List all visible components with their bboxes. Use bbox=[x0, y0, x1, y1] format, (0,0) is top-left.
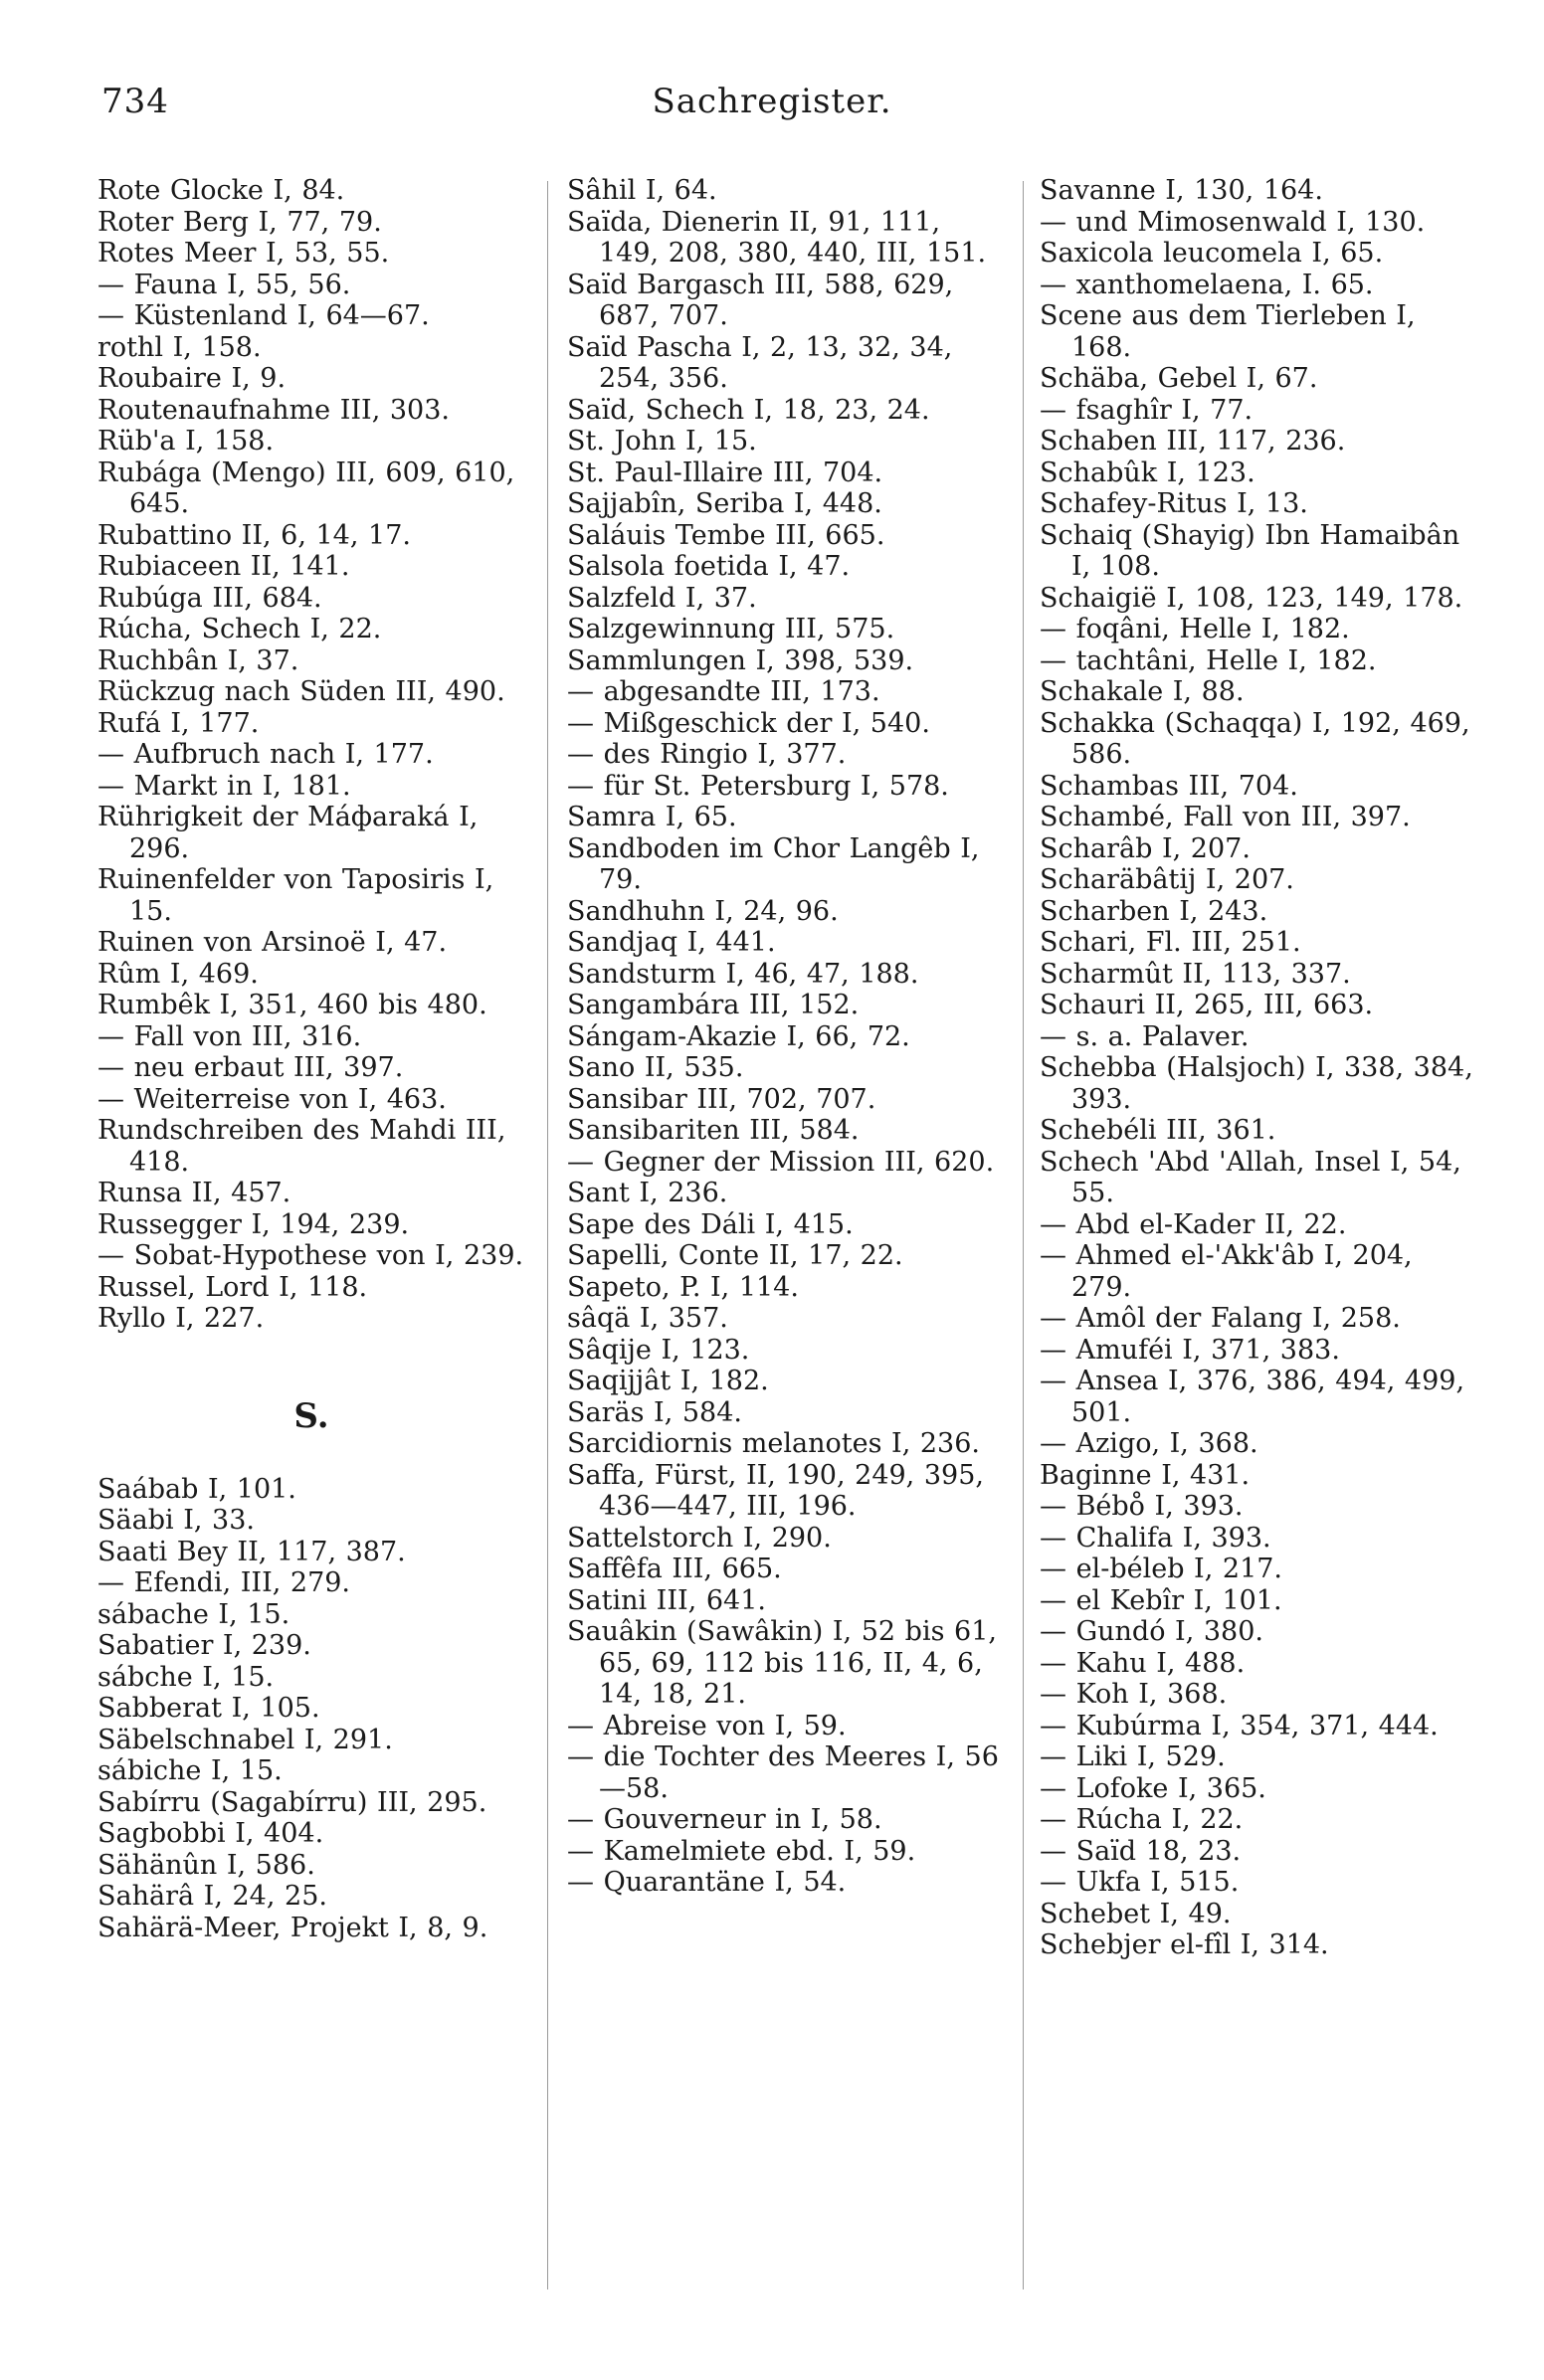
index-entry: Saffêfa III, 665. bbox=[567, 1554, 782, 1584]
index-entry: Rúcha, Schech I, 22. bbox=[97, 614, 382, 644]
index-entry: — Sobat-Hypothese von I, 239. bbox=[97, 1240, 524, 1271]
index-entry: Saïd Bargasch III, 588, 629, 687, 707. bbox=[567, 269, 954, 331]
index-entry: Russegger I, 194, 239. bbox=[97, 1208, 410, 1240]
page-number: 734 bbox=[101, 82, 169, 121]
index-entry: Baginne I, 431. bbox=[1040, 1459, 1251, 1491]
index-entry: Sandhuhn I, 24, 96. bbox=[567, 895, 839, 927]
index-entry: Ryllo I, 227. bbox=[97, 1303, 265, 1334]
index-entry: Schebba (Halsjoch) I, 338, 384, 393. bbox=[1040, 1052, 1473, 1115]
index-entry: Ruinenfelder von Taposiris I, 15. bbox=[97, 864, 494, 927]
index-entry: Salzfeld I, 37. bbox=[567, 582, 757, 614]
page-header bbox=[101, 82, 1443, 131]
index-entry: Sahärä-Meer, Projekt I, 8, 9. bbox=[97, 1912, 488, 1943]
index-entry: Schambé, Fall von III, 397. bbox=[1040, 802, 1411, 832]
index-entry: Rundschreiben des Mahdi III, 418. bbox=[97, 1115, 506, 1178]
running-head-title: Sachregister. bbox=[652, 82, 892, 121]
index-entry: Sâhil I, 64. bbox=[567, 175, 717, 206]
index-entry: — Lofoke I, 365. bbox=[1040, 1772, 1266, 1804]
index-entry: Schakale I, 88. bbox=[1040, 676, 1245, 707]
index-entry: Schauri II, 265, III, 663. bbox=[1040, 990, 1374, 1020]
index-entry: Sammlungen I, 398, 539. bbox=[567, 644, 914, 676]
index-entry: Saïda, Dienerin II, 91, 111, 149, 208, 380, 440, III, 151. bbox=[567, 206, 987, 269]
index-entry: Routenaufnahme III, 303. bbox=[97, 394, 450, 426]
index-entry: Schaigië I, 108, 123, 149, 178. bbox=[1040, 582, 1463, 614]
column-divider bbox=[1023, 181, 1024, 2289]
index-entry: Saïd Pascha I, 2, 13, 32, 34, 254, 356. bbox=[567, 331, 953, 394]
index-entry: Satini III, 641. bbox=[567, 1584, 766, 1616]
index-entry: — Liki I, 529. bbox=[1040, 1741, 1226, 1772]
index-entry: — Bébo̊ I, 393. bbox=[1040, 1491, 1244, 1522]
index-entry: — Ukfa I, 515. bbox=[1040, 1867, 1240, 1898]
index-entry: Russel, Lord I, 118. bbox=[97, 1271, 368, 1303]
index-entry: Rote Glocke I, 84. bbox=[97, 175, 345, 206]
index-entry: Sángam-Akazie I, 66, 72. bbox=[567, 1020, 910, 1052]
index-entry: — Aufbruch nach I, 177. bbox=[97, 739, 434, 770]
index-entry: — Mißgeschick der I, 540. bbox=[567, 707, 930, 739]
index-entry: — abgesandte III, 173. bbox=[567, 676, 880, 707]
index-entry: — die Tochter des Meeres I, 56—58. bbox=[567, 1741, 999, 1804]
index-entry: — Kubúrma I, 354, 371, 444. bbox=[1040, 1710, 1439, 1741]
index-entry: Sapeto, P. I, 114. bbox=[567, 1271, 799, 1303]
index-entry: Schebet I, 49. bbox=[1040, 1898, 1232, 1929]
index-entry: Salsola foetida I, 47. bbox=[567, 551, 851, 582]
index-entry: — tachtâni, Helle I, 182. bbox=[1040, 644, 1377, 676]
index-entry: — el-béleb I, 217. bbox=[1040, 1554, 1283, 1584]
index-entry: — Markt in I, 181. bbox=[97, 770, 351, 802]
index-entry: — Azigo, I, 368. bbox=[1040, 1428, 1258, 1459]
index-entry: Sagbobbi I, 404. bbox=[97, 1818, 324, 1849]
index-entry: Schafey-Ritus I, 13. bbox=[1040, 488, 1308, 519]
index-entry: Rubattino II, 6, 14, 17. bbox=[97, 519, 411, 551]
index-entry: Schech 'Abd 'Allah, Insel I, 54, 55. bbox=[1040, 1146, 1461, 1208]
index-entry: — Quarantäne I, 54. bbox=[567, 1867, 847, 1898]
index-entry: sâqä I, 357. bbox=[567, 1303, 728, 1334]
index-entry: Schebéli III, 361. bbox=[1040, 1115, 1276, 1146]
index-column-2 bbox=[567, 175, 1005, 2353]
index-entry: St. John I, 15. bbox=[567, 426, 757, 457]
index-entry: Schaiq (Shayig) Ibn Hamaibân I, 108. bbox=[1040, 519, 1460, 582]
index-entry: Roubaire I, 9. bbox=[97, 363, 287, 394]
index-entry: sábiche I, 15. bbox=[97, 1755, 283, 1786]
index-entry: — el Kebîr I, 101. bbox=[1040, 1584, 1282, 1616]
index-entry: Scene aus dem Tierleben I, 168. bbox=[1040, 300, 1416, 363]
column-divider bbox=[547, 181, 548, 2289]
index-entry: Schäba, Gebel I, 67. bbox=[1040, 363, 1318, 394]
index-entry: Rubúga III, 684. bbox=[97, 582, 322, 614]
index-entry: Scharmût II, 113, 337. bbox=[1040, 958, 1351, 990]
index-entry: Sano II, 535. bbox=[567, 1052, 744, 1083]
index-entry: Ruchbân I, 37. bbox=[97, 644, 299, 676]
index-entry: — Kahu I, 488. bbox=[1040, 1647, 1246, 1679]
index-entry: Savanne I, 130, 164. bbox=[1040, 175, 1323, 206]
index-entry: Rotes Meer I, 53, 55. bbox=[97, 238, 390, 269]
index-entry: rothl I, 158. bbox=[97, 331, 262, 363]
index-entry: Sabatier I, 239. bbox=[97, 1630, 311, 1661]
index-entry: Ruinen von Arsinoë I, 47. bbox=[97, 927, 448, 958]
index-entry: — Weiterreise von I, 463. bbox=[97, 1083, 447, 1115]
index-entry: Saqijjât I, 182. bbox=[567, 1366, 769, 1396]
index-entry: sábche I, 15. bbox=[97, 1661, 275, 1693]
index-entry: Scharäbâtij I, 207. bbox=[1040, 864, 1294, 895]
index-entry: Sarcidiornis melanotes I, 236. bbox=[567, 1428, 980, 1459]
index-entry: Saábab I, 101. bbox=[97, 1473, 296, 1505]
section-letter-heading: S. bbox=[293, 1395, 329, 1436]
index-column-1 bbox=[97, 175, 525, 2353]
index-entry: — Küstenland I, 64—67. bbox=[97, 300, 430, 331]
index-entry: Säabi I, 33. bbox=[97, 1505, 255, 1536]
index-entry: — Chalifa I, 393. bbox=[1040, 1522, 1271, 1554]
index-entry: Sansibariten III, 584. bbox=[567, 1115, 860, 1146]
index-entry: Sauâkin (Sawâkin) I, 52 bis 61, 65, 69, 112 bis 116, II, 4, 6, 14, 18, 21. bbox=[567, 1616, 997, 1710]
index-entry: — Amôl der Falang I, 258. bbox=[1040, 1303, 1401, 1334]
index-entry: Rührigkeit der Máфaraká I, 296. bbox=[97, 802, 479, 864]
index-entry: Rufá I, 177. bbox=[97, 707, 260, 739]
index-entry: Sansibar III, 702, 707. bbox=[567, 1083, 876, 1115]
index-column-3 bbox=[1040, 175, 1477, 2353]
index-entry: Schebjer el-fîl I, 314. bbox=[1040, 1929, 1329, 1960]
index-entry: — Ansea I, 376, 386, 494, 499, 501. bbox=[1040, 1366, 1465, 1428]
index-entry: Roter Berg I, 77, 79. bbox=[97, 206, 382, 238]
index-entry: — Gegner der Mission III, 620. bbox=[567, 1146, 995, 1178]
index-entry: Schakka (Schaqqa) I, 192, 469, 586. bbox=[1040, 707, 1470, 770]
index-entry: — xanthomelaena, I. 65. bbox=[1040, 269, 1374, 300]
index-entry: Scharâb I, 207. bbox=[1040, 832, 1251, 864]
index-entry: Rumbêk I, 351, 460 bis 480. bbox=[97, 990, 487, 1020]
index-entry: Rückzug nach Süden III, 490. bbox=[97, 676, 505, 707]
index-entry: Rubága (Mengo) III, 609, 610, 645. bbox=[97, 457, 515, 519]
index-entry: Schabûk I, 123. bbox=[1040, 457, 1255, 488]
index-entry: Schaben III, 117, 236. bbox=[1040, 426, 1346, 457]
index-entry: Schari, Fl. III, 251. bbox=[1040, 927, 1301, 958]
index-entry: Sangambára III, 152. bbox=[567, 990, 860, 1020]
index-entry: Salzgewinnung III, 575. bbox=[567, 614, 895, 644]
index-entry: sábache I, 15. bbox=[97, 1598, 290, 1630]
index-entry: — Ahmed el-'Akk'âb I, 204, 279. bbox=[1040, 1240, 1413, 1303]
index-entry: Sabberat I, 105. bbox=[97, 1693, 320, 1724]
index-entry: — des Ringio I, 377. bbox=[567, 739, 847, 770]
index-entry: Sajjabîn, Seriba I, 448. bbox=[567, 488, 882, 519]
index-entry: — s. a. Palaver. bbox=[1040, 1020, 1250, 1052]
index-entry: Saräs I, 584. bbox=[567, 1396, 742, 1428]
index-entry: Sahärâ I, 24, 25. bbox=[97, 1881, 327, 1912]
index-entry: — foqâni, Helle I, 182. bbox=[1040, 614, 1350, 644]
index-entry: Rubiaceen II, 141. bbox=[97, 551, 350, 582]
index-entry: Sandsturm I, 46, 47, 188. bbox=[567, 958, 919, 990]
index-entry: — Rúcha I, 22. bbox=[1040, 1804, 1244, 1835]
index-entry: Saïd, Schech I, 18, 23, 24. bbox=[567, 394, 930, 426]
index-entry: Sattelstorch I, 290. bbox=[567, 1522, 832, 1554]
index-entry: Rüb'a I, 158. bbox=[97, 426, 275, 457]
index-entry: — neu erbaut III, 397. bbox=[97, 1052, 404, 1083]
index-entry: — Gouverneur in I, 58. bbox=[567, 1804, 882, 1835]
index-entry: — und Mimosenwald I, 130. bbox=[1040, 206, 1426, 238]
index-entry: — für St. Petersburg I, 578. bbox=[567, 770, 949, 802]
index-entry: — Amuféi I, 371, 383. bbox=[1040, 1334, 1340, 1366]
index-entry: — Abreise von I, 59. bbox=[567, 1710, 847, 1741]
index-entry: Scharben I, 243. bbox=[1040, 895, 1268, 927]
index-entry: — fsaghîr I, 77. bbox=[1040, 394, 1254, 426]
index-entry: Samra I, 65. bbox=[567, 802, 737, 832]
index-entry: Saxicola leucomela I, 65. bbox=[1040, 238, 1384, 269]
index-entry: — Abd el-Kader II, 22. bbox=[1040, 1208, 1347, 1240]
index-entry: — Fauna I, 55, 56. bbox=[97, 269, 351, 300]
index-entry: Sabírru (Sagabírru) III, 295. bbox=[97, 1786, 487, 1818]
index-entry: Saffa, Fürst, II, 190, 249, 395, 436—447, III, 196. bbox=[567, 1459, 984, 1522]
index-entry: Runsa II, 457. bbox=[97, 1178, 291, 1208]
index-entry: — Gundó I, 380. bbox=[1040, 1616, 1263, 1647]
index-entry: Sâqije I, 123. bbox=[567, 1334, 750, 1366]
index-entry: Sant I, 236. bbox=[567, 1178, 728, 1208]
index-entry: — Koh I, 368. bbox=[1040, 1679, 1228, 1710]
index-entry: Säbelschnabel I, 291. bbox=[97, 1724, 393, 1755]
index-entry: Sapelli, Conte II, 17, 22. bbox=[567, 1240, 903, 1271]
index-entry: Sape des Dáli I, 415. bbox=[567, 1208, 854, 1240]
index-entry: Saati Bey II, 117, 387. bbox=[97, 1536, 406, 1567]
index-entry: Sandjaq I, 441. bbox=[567, 927, 776, 958]
index-entry: Saláuis Tembe III, 665. bbox=[567, 519, 885, 551]
index-entry: Sähänûn I, 586. bbox=[97, 1849, 315, 1881]
index-entry: — Fall von III, 316. bbox=[97, 1020, 362, 1052]
index-entry: Sandboden im Chor Langêb I, 79. bbox=[567, 832, 980, 895]
index-entry: — Saïd 18, 23. bbox=[1040, 1835, 1242, 1867]
index-entry: — Kamelmiete ebd. I, 59. bbox=[567, 1835, 916, 1867]
index-entry: St. Paul-Illaire III, 704. bbox=[567, 457, 883, 488]
index-entry: Rûm I, 469. bbox=[97, 958, 259, 990]
index-entry: — Efendi, III, 279. bbox=[97, 1567, 351, 1598]
index-entry: Schambas III, 704. bbox=[1040, 770, 1298, 802]
